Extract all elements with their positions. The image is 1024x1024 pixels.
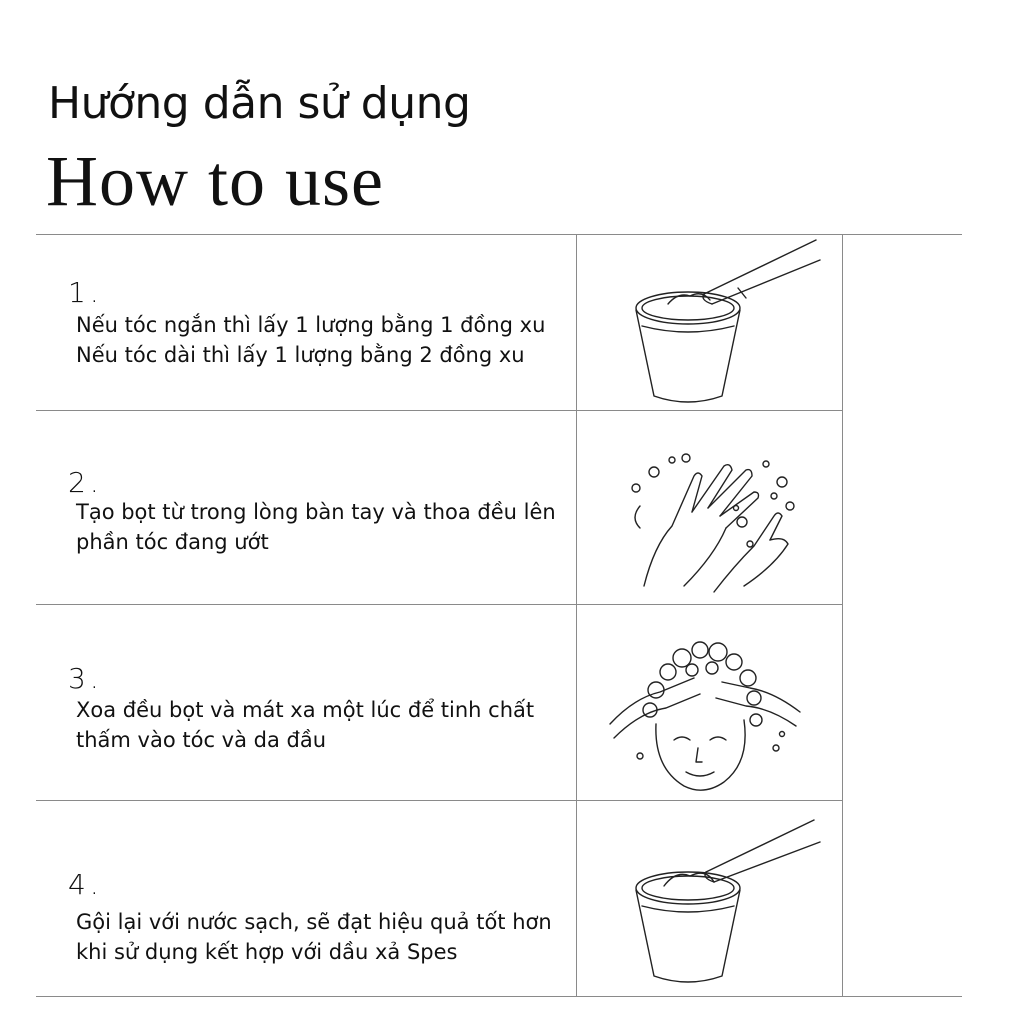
jar-finger-icon xyxy=(620,818,830,988)
step-instruction: Xoa đều bọt và mát xa một lúc để tinh chất thấm vào tóc và da đầu xyxy=(76,698,535,752)
column-divider xyxy=(576,234,577,996)
row-divider xyxy=(36,604,842,605)
step-instruction: Gội lại với nước sạch, sẽ đạt hiệu quả tốt hơn khi sử dụng kết hợp với dầu xả Spes xyxy=(76,910,552,964)
row-divider xyxy=(36,800,842,801)
table-top-border xyxy=(36,234,962,235)
step-instruction: Nếu tóc ngắn thì lấy 1 lượng bằng 1 đồng xu Nếu tóc dài thì lấy 1 lượng bằng 2 đồng xu xyxy=(76,313,546,367)
jar-finger-icon xyxy=(620,238,830,408)
column-divider xyxy=(842,234,843,996)
step-number: 2. xyxy=(68,466,103,499)
step-number: 1. xyxy=(68,276,103,309)
step-number: 3. xyxy=(68,662,103,695)
lathering-hands-icon xyxy=(624,436,804,596)
row-divider xyxy=(36,410,842,411)
page-title-english: How to use xyxy=(46,141,384,221)
page-title-vietnamese: Hướng dẫn sử dụng xyxy=(48,78,471,129)
table-bottom-border xyxy=(36,996,962,997)
step-instruction: Tạo bọt từ trong lòng bàn tay và thoa đều lên phần tóc đang ướt xyxy=(76,500,556,554)
step-number: 4. xyxy=(68,868,103,901)
head-massage-icon xyxy=(604,628,804,798)
